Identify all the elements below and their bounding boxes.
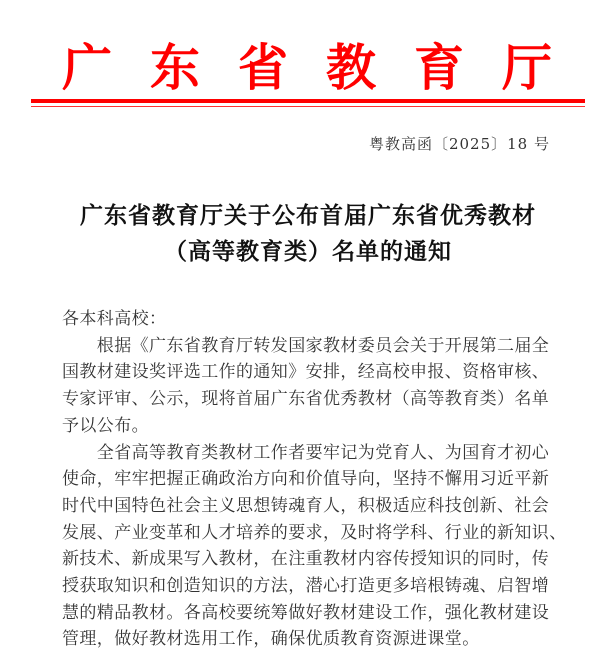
document-title-line-1: 广东省教育厅关于公布首届广东省优秀教材 bbox=[80, 202, 536, 229]
red-divider-thin bbox=[31, 106, 585, 107]
body-line: 慧的精品教材。各高校要统筹做好教材建设工作，强化教材建设 bbox=[62, 602, 550, 623]
masthead-char: 育 bbox=[414, 38, 464, 97]
body-line: 新技术、新成果写入教材，在注重教材内容传授知识的同时，传 bbox=[62, 549, 550, 570]
masthead-char: 东 bbox=[150, 38, 200, 97]
salutation: 各本科高校： bbox=[62, 309, 167, 329]
masthead-char: 教 bbox=[326, 38, 376, 97]
body-line: 国教材建设奖评选工作的通知》安排，经高校申报、资格审核、 bbox=[62, 362, 550, 383]
masthead-char: 厅 bbox=[502, 38, 552, 97]
body-line: 根据《广东省教育厅转发国家教材委员会关于开展第二届全 bbox=[62, 335, 550, 356]
masthead-char: 省 bbox=[238, 38, 288, 97]
masthead bbox=[62, 38, 552, 98]
body-line: 使命，牢牢把握正确政治方向和价值导向，坚持不懈用习近平新 bbox=[62, 469, 550, 490]
body-line: 管理，做好教材选用工作，确保优质教育资源进课堂。 bbox=[62, 629, 480, 650]
body-line: 发展、产业变革和人才培养的要求，及时将学科、行业的新知识、 bbox=[62, 522, 567, 543]
body-line: 专家评审、公示，现将首届广东省优秀教材（高等教育类）名单 bbox=[62, 389, 550, 410]
body-line: 予以公布。 bbox=[62, 415, 149, 436]
body-line: 授获取知识和创造知识的方法，潜心打造更多培根铸魂、启智增 bbox=[62, 576, 550, 596]
body-line: 时代中国特色社会主义思想铸魂育人，积极适应科技创新、社会 bbox=[62, 495, 550, 516]
body-line: 全省高等教育类教材工作者要牢记为党育人、为国育才初心 bbox=[62, 442, 550, 463]
red-divider-thick bbox=[31, 99, 585, 103]
masthead-char: 广 bbox=[62, 38, 112, 97]
document-number: 粤教高函〔2025〕18 号 bbox=[368, 135, 550, 153]
document-title-line-2: （高等教育类）名单的通知 bbox=[164, 238, 452, 265]
